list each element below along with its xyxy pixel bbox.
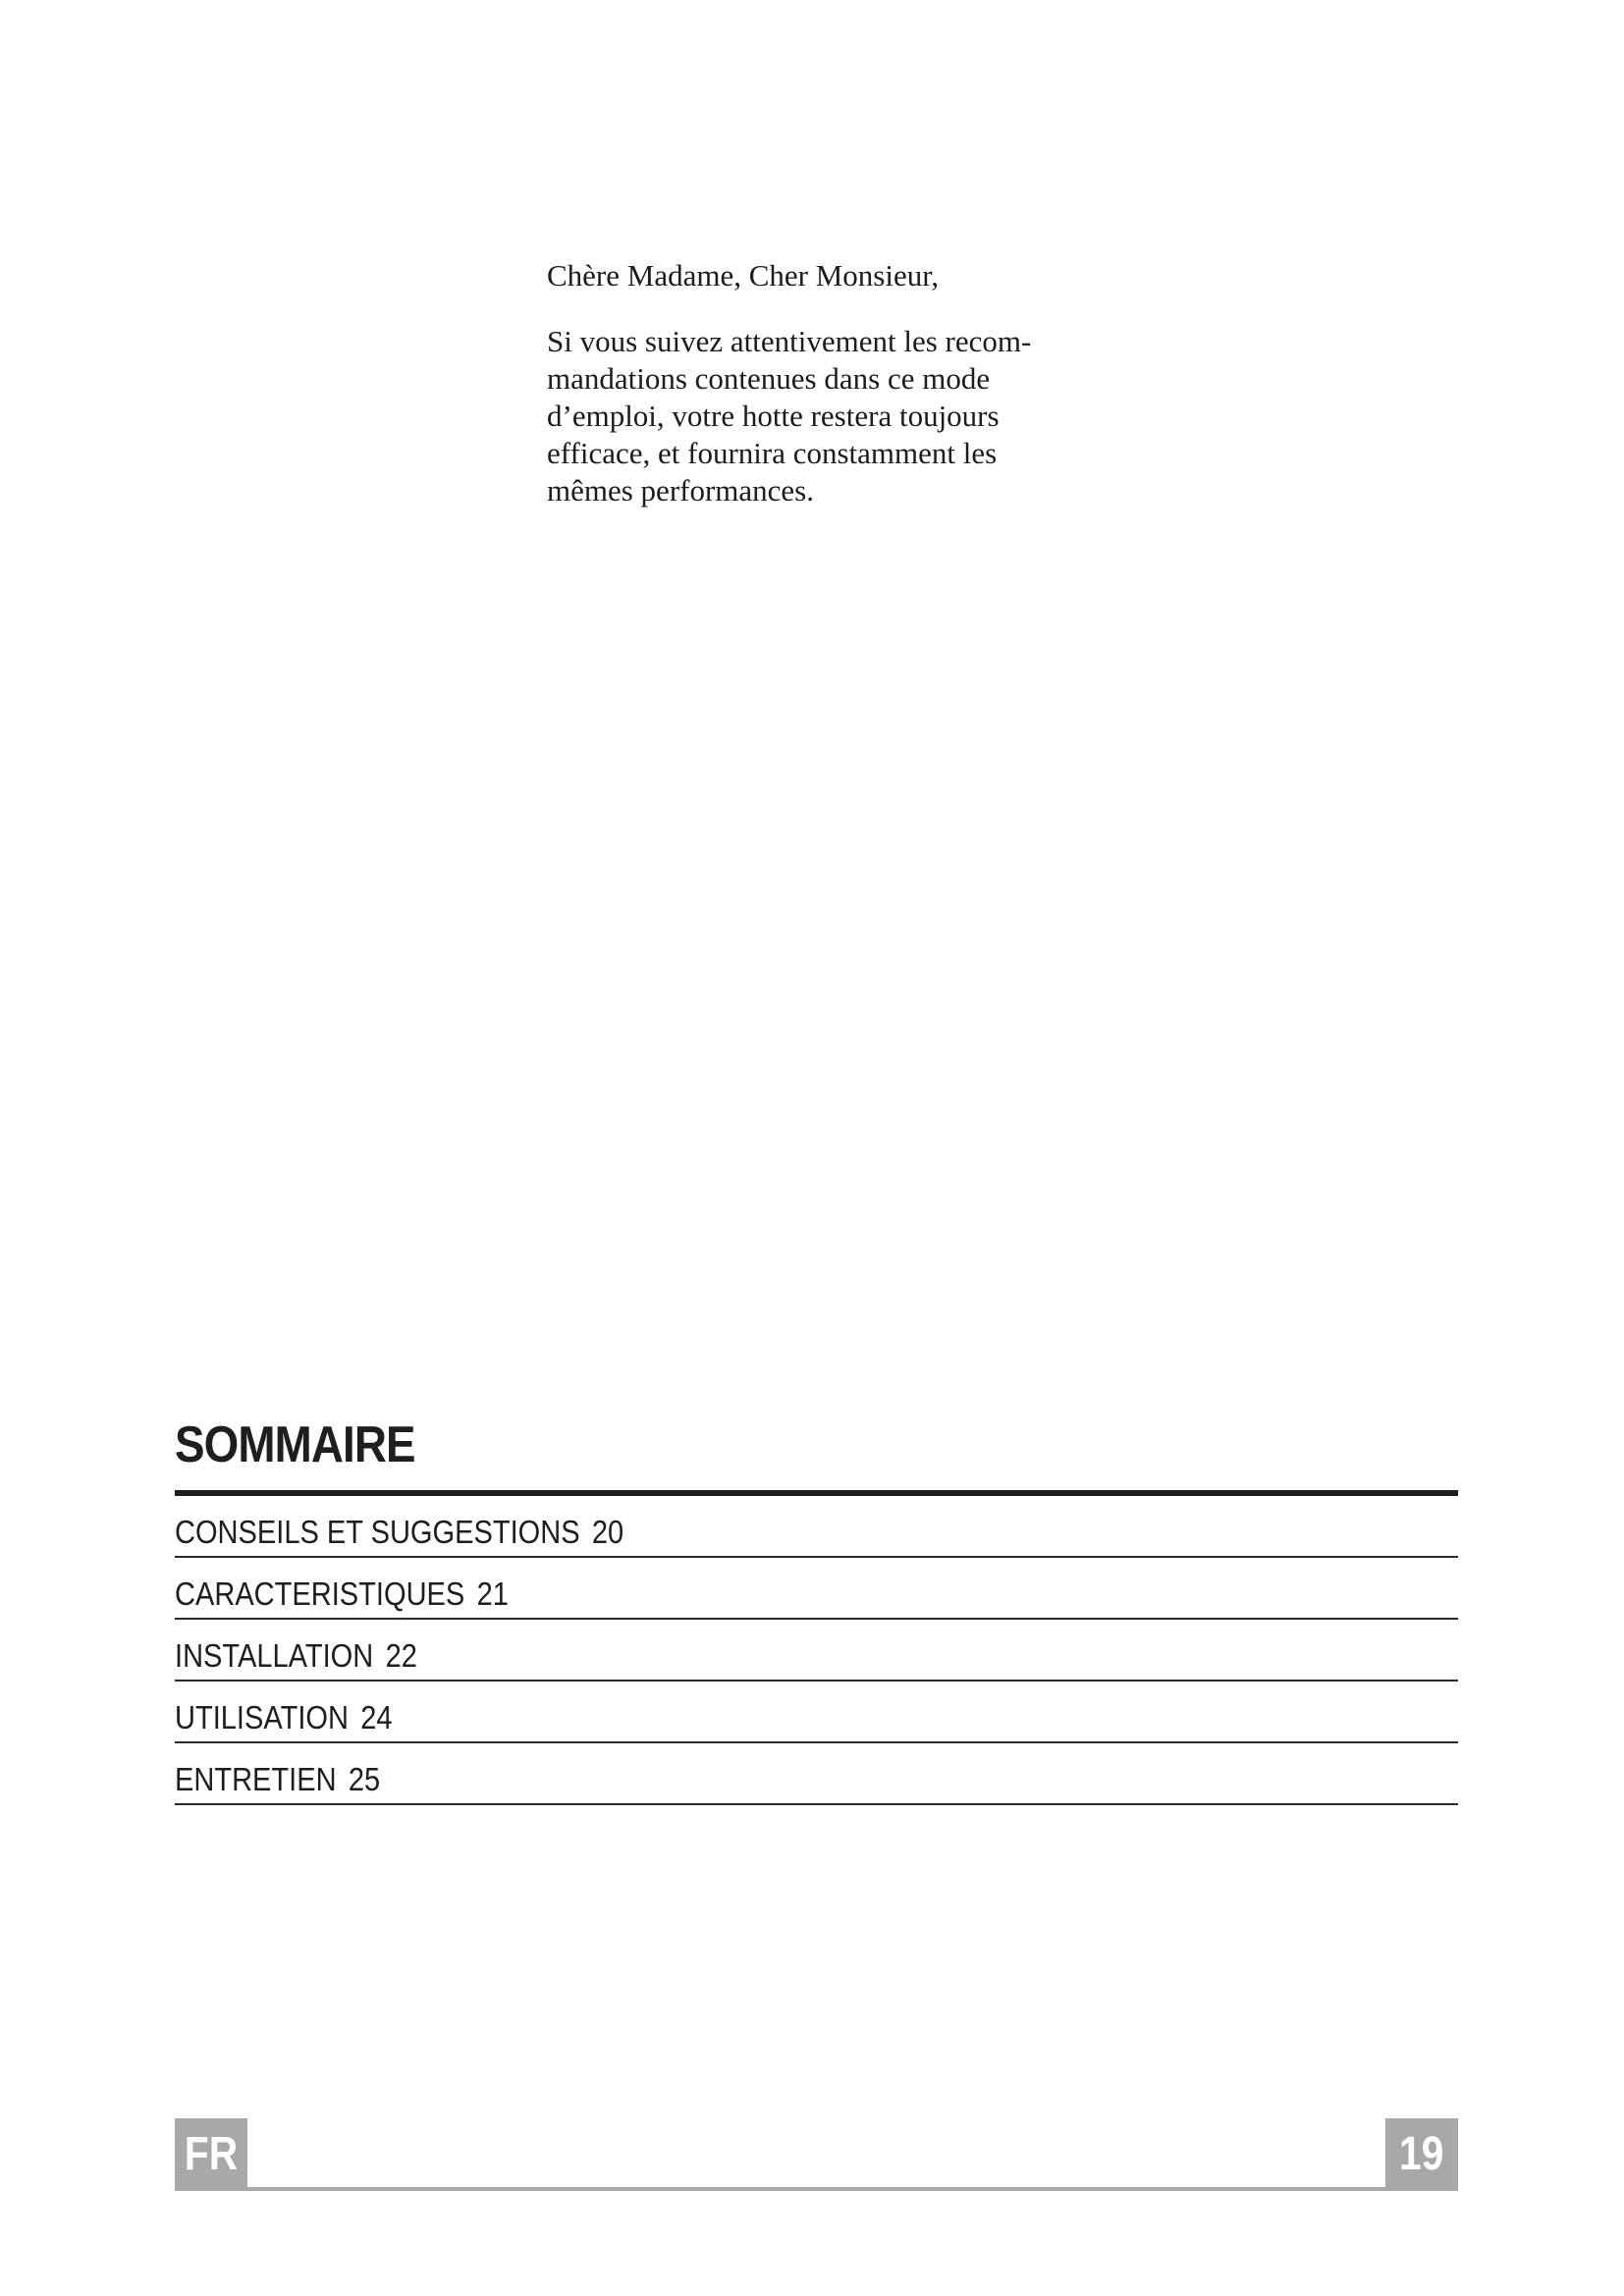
language-code: FR	[184, 2128, 239, 2180]
page-footer	[175, 2118, 1458, 2191]
toc-item-conseils[interactable]	[175, 1496, 1458, 1558]
toc-item-caracteristiques[interactable]	[175, 1558, 1458, 1620]
toc-item-page: 25	[348, 1761, 381, 1797]
intro-letter	[547, 257, 1097, 509]
toc-item-installation[interactable]	[175, 1620, 1458, 1682]
language-badge	[175, 2118, 247, 2191]
toc-item-label: CARACTERISTIQUES	[175, 1575, 465, 1612]
toc-item-page: 21	[476, 1575, 509, 1612]
toc-item-utilisation[interactable]	[175, 1682, 1458, 1743]
letter-paragraph-line: Si vous suivez attentivement les recom-	[547, 324, 1032, 358]
toc-item-label: CONSEILS ET SUGGESTIONS	[175, 1514, 580, 1550]
toc-item-label: INSTALLATION	[175, 1637, 374, 1674]
letter-paragraph-line: d’emploi, votre hotte restera toujours	[547, 399, 1000, 433]
toc-item-page: 22	[385, 1637, 417, 1674]
page-number-badge	[1385, 2118, 1458, 2191]
letter-greeting: Chère Madame, Cher Monsieur,	[547, 258, 940, 293]
toc-item-label: ENTRETIEN	[175, 1761, 337, 1797]
letter-paragraph-line: mandations contenues dans ce mode	[547, 361, 991, 396]
letter-paragraph-line: mêmes performances.	[547, 473, 814, 507]
page-number: 19	[1399, 2128, 1444, 2180]
toc-title: SOMMAIRE	[175, 1416, 415, 1473]
toc-item-page: 20	[591, 1514, 624, 1550]
table-of-contents	[175, 1415, 1458, 1805]
letter-paragraph-line: efficace, et fournira constamment les	[547, 436, 998, 470]
toc-item-entretien[interactable]	[175, 1743, 1458, 1805]
letter-paragraph	[547, 323, 1097, 509]
footer-rule	[175, 2187, 1458, 2191]
toc-item-label: UTILISATION	[175, 1699, 349, 1735]
toc-item-page: 24	[360, 1699, 393, 1735]
